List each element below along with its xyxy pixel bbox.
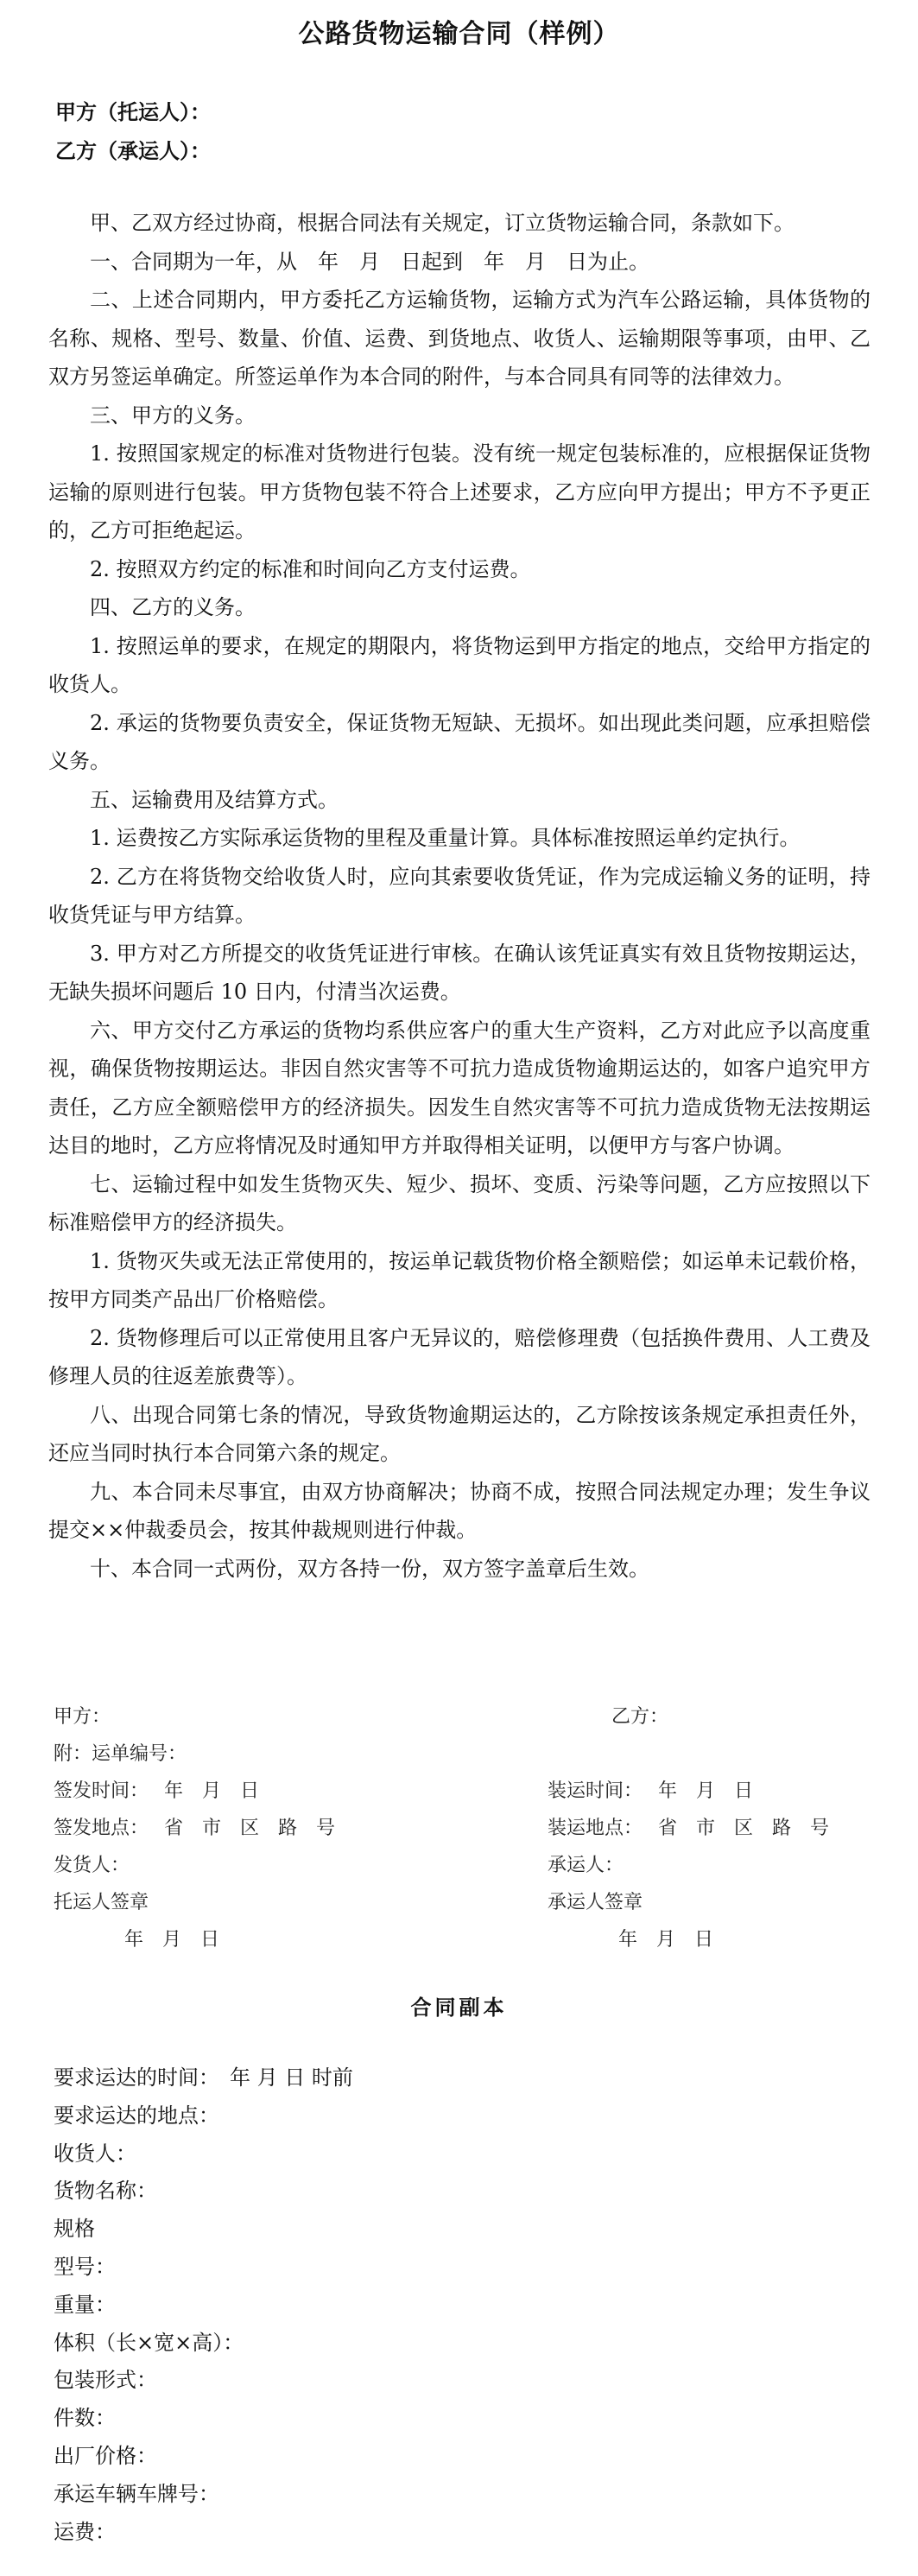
clause-3-item-1: 1. 按照国家规定的标准对货物进行包装。没有统一规定包装标准的，应根据保证货物运输的原则进行包装。甲方货物包装不符合上述要求，乙方应向甲方提出；甲方不予更正的，乙方可拒绝起运。: [48, 441, 871, 542]
party-a-signature-label: 甲方：: [54, 1706, 111, 1728]
copy-field-spec: 规格: [54, 2217, 95, 2242]
copy-field-weight: 重量：: [54, 2292, 116, 2317]
contract-copy-fields: [54, 2059, 353, 2551]
copy-field-model: 型号：: [54, 2254, 116, 2279]
consignor-date: 年 月 日: [124, 1929, 220, 1951]
sign-place-field: 签发地点： 省 市 区 路 号: [54, 1818, 335, 1839]
clause-5-item-1: 1. 运费按乙方实际承运货物的里程及重量计算。具体标准按照运单约定执行。: [90, 826, 801, 850]
party-a-label: 甲方（托运人）：: [55, 100, 211, 124]
clause-1: 一、合同期为一年，从 年 月 日起到 年 月 日为止。: [90, 249, 649, 274]
document-title: 公路货物运输合同（样例）: [298, 19, 620, 49]
copy-field-factory-price: 出厂价格：: [54, 2443, 157, 2468]
carrier-seal-label: 承运人签章: [548, 1892, 643, 1913]
intro-paragraph: 甲、乙双方经过协商，根据合同法有关规定，订立货物运输合同，条款如下。: [90, 211, 795, 235]
party-b-signature-label: 乙方：: [611, 1706, 669, 1728]
clause-9: 九、本合同未尽事宜，由双方协商解决；协商不成，按照合同法规定办理；发生争议提交××仲裁委员会，按其仲裁规则进行仲裁。: [48, 1479, 871, 1542]
clause-3-item-2: 2. 按照双方约定的标准和时间向乙方支付运费。: [90, 556, 531, 581]
copy-field-freight: 运费：: [54, 2519, 116, 2544]
copy-field-packaging: 包装形式：: [54, 2368, 157, 2393]
party-b-label: 乙方（承运人）：: [55, 139, 211, 163]
waybill-number-label: 附：运单编号：: [54, 1743, 187, 1765]
consignor-field: 发货人：: [54, 1855, 130, 1876]
clause-5-item-2: 2. 乙方在将货物交给收货人时，应向其索要收货凭证，作为完成运输义务的证明，持收货凭证与甲方结算。: [48, 864, 871, 927]
clause-2: 二、上述合同期内，甲方委托乙方运输货物，运输方式为汽车公路运输，具体货物的名称、规格、型号、数量、价值、运费、到货地点、收货人、运输期限等事项，由甲、乙双方另签运单确定。所签运单作为本合同的附件，与本合同具有同等的法律效力。: [48, 288, 871, 389]
clause-5-item-3: 3. 甲方对乙方所提交的收货凭证进行审核。在确认该凭证真实有效且货物按期运达，无缺失损坏问题后 10 日内，付清当次运费。: [48, 941, 871, 1004]
copy-field-delivery-time: 要求运达的时间： 年 月 日 时前: [54, 2065, 353, 2090]
clause-7: 七、运输过程中如发生货物灭失、短少、损坏、变质、污染等问题，乙方应按照以下标准赔偿甲方的经济损失。: [48, 1171, 871, 1234]
contract-body: [48, 204, 871, 1588]
copy-field-vehicle-plate: 承运车辆车牌号：: [54, 2481, 219, 2506]
clause-3-heading: 三、甲方的义务。: [90, 403, 256, 428]
clause-8: 八、出现合同第七条的情况，导致货物逾期运达的，乙方除按该条规定承担责任外，还应当同时执行本合同第六条的规定。: [48, 1402, 871, 1465]
ship-time-field: 装运时间： 年 月 日: [548, 1780, 753, 1802]
carrier-date: 年 月 日: [618, 1929, 714, 1951]
sign-time-field: 签发时间： 年 月 日: [54, 1780, 259, 1802]
clause-7-item-2: 2. 货物修理后可以正常使用且客户无异议的，赔偿修理费（包括换件费用、人工费及修理人员的往返差旅费等）。: [48, 1325, 871, 1388]
ship-place-field: 装运地点： 省 市 区 路 号: [548, 1818, 829, 1839]
copy-field-delivery-place: 要求运达的地点：: [54, 2103, 219, 2128]
clause-7-item-1: 1. 货物灭失或无法正常使用的，按运单记载货物价格全额赔偿；如运单未记载价格，按甲方同类产品出厂价格赔偿。: [48, 1248, 871, 1311]
clause-4-item-2: 2. 承运的货物要负责安全，保证货物无短缺、无损坏。如出现此类问题，应承担赔偿义务。: [48, 710, 871, 773]
clause-6: 六、甲方交付乙方承运的货物均系供应客户的重大生产资料，乙方对此应予以高度重视，确保货物按期运达。非因自然灾害等不可抗力造成货物逾期运达的，如客户追究甲方责任，乙方应全额赔偿甲方的经济损失。因发生自然灾害等不可抗力造成货物无法按期运达目的地时，乙方应将情况及时通知甲方并取得相关证明，以便甲方与客户协调。: [48, 1018, 871, 1158]
consignor-seal-label: 托运人签章: [54, 1892, 149, 1913]
copy-field-volume: 体积（长×宽×高）：: [54, 2330, 244, 2355]
clause-4-heading: 四、乙方的义务。: [90, 595, 256, 619]
copy-field-consignee: 收货人：: [54, 2141, 136, 2166]
clause-10: 十、本合同一式两份，双方各持一份，双方签字盖章后生效。: [90, 1556, 649, 1581]
copy-field-pieces: 件数：: [54, 2406, 116, 2431]
copy-field-goods-name: 货物名称：: [54, 2179, 157, 2204]
clause-5-heading: 五、运输费用及结算方式。: [90, 787, 339, 812]
clause-4-item-1: 1. 按照运单的要求，在规定的期限内，将货物运到甲方指定的地点，交给甲方指定的收货人。: [48, 633, 871, 696]
carrier-field: 承运人：: [548, 1855, 624, 1876]
contract-copy-title: 合同副本: [410, 1995, 508, 2020]
